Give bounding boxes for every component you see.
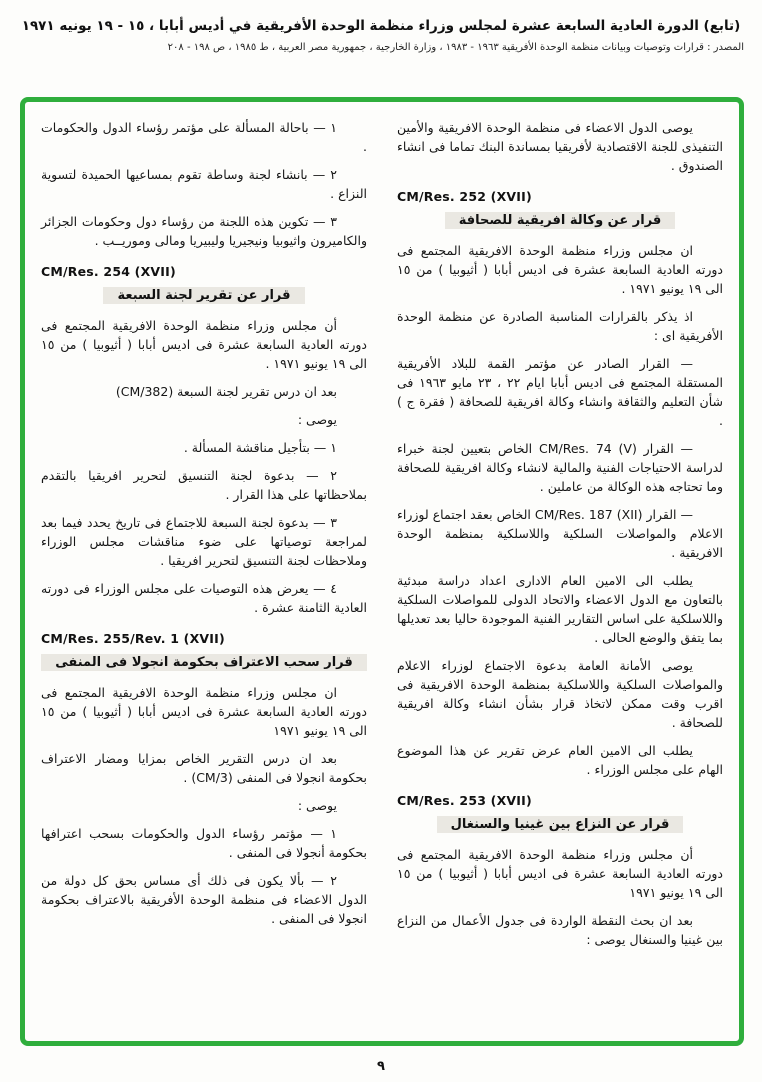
paragraph: ٢ — بانشاء لجنة وساطة تقوم بمساعيها الحميدة لتسوية النزاع .: [41, 167, 367, 201]
text-columns: [41, 118, 723, 1031]
paragraph: اذ يذكر بالقرارات المناسبة الصادرة عن منظمة الوحدة الأفريقية اى :: [397, 309, 723, 343]
paragraph: — القرار CM/Res. 74 (V) الخاص بتعيين لجنة خبراء لدراسة الاحتياجات الفنية والمالية لانشاء وكالة افريقية للصحافة وما تحتاجه هذه الوكالة من عاملين .: [397, 441, 723, 494]
paragraph: ٤ — يعرض هذه التوصيات على مجلس الوزراء فى دورته العادية الثامنة عشرة .: [41, 581, 367, 615]
header-title: (تابع) الدورة العادية السابعة عشرة لمجلس وزراء منظمة الوحدة الأفريقية في أديس أبابا ، ١٥ - ١٩ يونيه ١٩٧١: [21, 18, 741, 34]
column-right: [397, 118, 723, 1031]
paragraph: ١ — باحالة المسألة على مؤتمر رؤساء الدول والحكومات .: [41, 120, 367, 154]
paragraph: ٣ — بدعوة لجنة السبعة للاجتماع فى تاريخ يحدد فيما بعد لمراجعة توصياتها على ضوء مناقشات مجلس الوزراء وملاحظات لجنة التنسيق لتحرير افريقيا .: [41, 515, 367, 568]
paragraph: ٢ — بألا يكون فى ذلك أى مساس بحق كل دولة من الدول الاعضاء فى منظمة الوحدة الأفريقية بالاعتراف بحكومة انجولا فى المنفى .: [41, 873, 367, 926]
paragraph: يوصى :: [297, 798, 337, 813]
paragraph: يطلب الى الامين العام الادارى اعداد دراسة مبدئية بالتعاون مع الدول الاعضاء والاتحاد الدولى للمواصلات السلكية واللاسلكية على اساس التقارير الفنية الموجودة حاليا بعد تعديلها بما يتفق والوضع الحالى .: [397, 573, 723, 645]
paragraph: ان مجلس وزراء منظمة الوحدة الافريقية المجتمع فى دورته العادية السابعة عشرة فى اديس أبابا ( أثيوبيا ) من ١٥ الى ١٩ يونيو ١٩٧١: [41, 685, 367, 738]
paragraph: يوصى :: [297, 412, 337, 427]
paragraph: بعد ان درس التقرير الخاص بمزايا ومضار الاعتراف بحكومة انجولا فى المنفى (CM/3) .: [41, 751, 367, 785]
resolution-heading: قرار عن النزاع بين غينيا والسنغال: [437, 816, 684, 833]
paragraph: ٢ — بدعوة لجنة التنسيق لتحرير افريقيا بالتقدم بملاحظاتها على هذا القرار .: [41, 468, 367, 502]
page-number: ٩: [377, 1059, 385, 1074]
paragraph: — القرار الصادر عن مؤتمر القمة للبلاد الأفريقية المستقلة المجتمع فى اديس أبابا ايام ٢٢ ، ٢٣ مايو ١٩٦٣ فى شأن التعليم والثقافة وانشاء وكالة افريقية للصحافة ( فقرة ج ) .: [397, 356, 724, 428]
paragraph: ٣ — تكوين هذه اللجنة من رؤساء دول وحكومات الجزائر والكاميرون واثيوبيا ونيجيريا وليبيريا ومالى وموريــب .: [41, 214, 367, 248]
paragraph: يوصى الأمانة العامة بدعوة الاجتماع لوزراء الاعلام والمواصلات السلكية واللاسلكية بمنظمة الوحدة الافريقية فى اقرب وقت ممكن لاتخاذ قرار بشأن انشاء وكالة افريقية للصحافة .: [397, 658, 723, 730]
paragraph: ١ — مؤتمر رؤساء الدول والحكومات بسحب اعترافها بحكومة أنجولا فى المنفى .: [41, 826, 367, 860]
resolution-code: CM/Res. 253 (XVII): [397, 793, 532, 808]
paragraph: ان مجلس وزراء منظمة الوحدة الافريقية المجتمع فى دورته العادية السابعة عشرة فى اديس أبابا ( أثيوبيا ) من ١٥ الى ١٩ يونيو ١٩٧١ .: [397, 243, 723, 296]
paragraph: — القرار CM/Res. 187 (XII) الخاص بعقد اجتماع لوزراء الاعلام والمواصلات السلكية واللاسلكية بمنظمة الوحدة الافريقية .: [397, 507, 723, 560]
paragraph: ١ — بتأجيل مناقشة المسألة .: [183, 440, 337, 455]
paragraph: بعد ان درس تقرير لجنة السبعة (CM/382): [115, 384, 337, 399]
resolution-code: CM/Res. 252 (XVII): [397, 189, 532, 204]
paragraph: يطلب الى الامين العام عرض تقرير عن هذا الموضوع الهام على مجلس الوزراء .: [397, 743, 723, 777]
resolution-code: CM/Res. 254 (XVII): [41, 264, 176, 279]
paragraph: بعد ان بحث النقطة الواردة فى جدول الأعمال من النزاع بين غينيا والسنغال يوصى :: [397, 913, 723, 947]
page-header: [0, 0, 762, 59]
paragraph: يوصى الدول الاعضاء فى منظمة الوحدة الافريقية والأمين التنفيذى للجنة الاقتصادية لأفريقيا بمساندة البنك تماما فى انشاء الصندوق .: [397, 120, 723, 173]
header-source: المصدر : قرارات وتوصيات وبيانات منظمة الوحدة الأفريقية ١٩٦٣ - ١٩٨٣ ، وزارة الخارجية ، جمهورية مصر العربية ، ط ١٩٨٥ ، ص ١٩٨ - ٢٠٨: [167, 42, 744, 54]
content-frame: [20, 97, 744, 1046]
column-left: [41, 118, 367, 1031]
resolution-heading: قرار سحب الاعتراف بحكومة انجولا فى المنفى: [41, 654, 367, 671]
resolution-heading: قرار عن تقرير لجنة السبعة: [103, 287, 304, 304]
resolution-heading: قرار عن وكالة افريقية للصحافة: [445, 212, 676, 229]
paragraph: أن مجلس وزراء منظمة الوحدة الافريقية المجتمع فى دورته العادية السابعة عشرة فى اديس أبابا ( أثيوبيا ) من ١٥ الى ١٩ يونيو ١٩٧١: [397, 847, 723, 900]
paragraph: أن مجلس وزراء منظمة الوحدة الافريقية المجتمع فى دورته العادية السابعة عشرة فى اديس أبابا ( أثيوبيا ) من ١٥ الى ١٩ يونيو ١٩٧١ .: [41, 318, 367, 371]
resolution-code: CM/Res. 255/Rev. 1 (XVII): [41, 631, 225, 646]
